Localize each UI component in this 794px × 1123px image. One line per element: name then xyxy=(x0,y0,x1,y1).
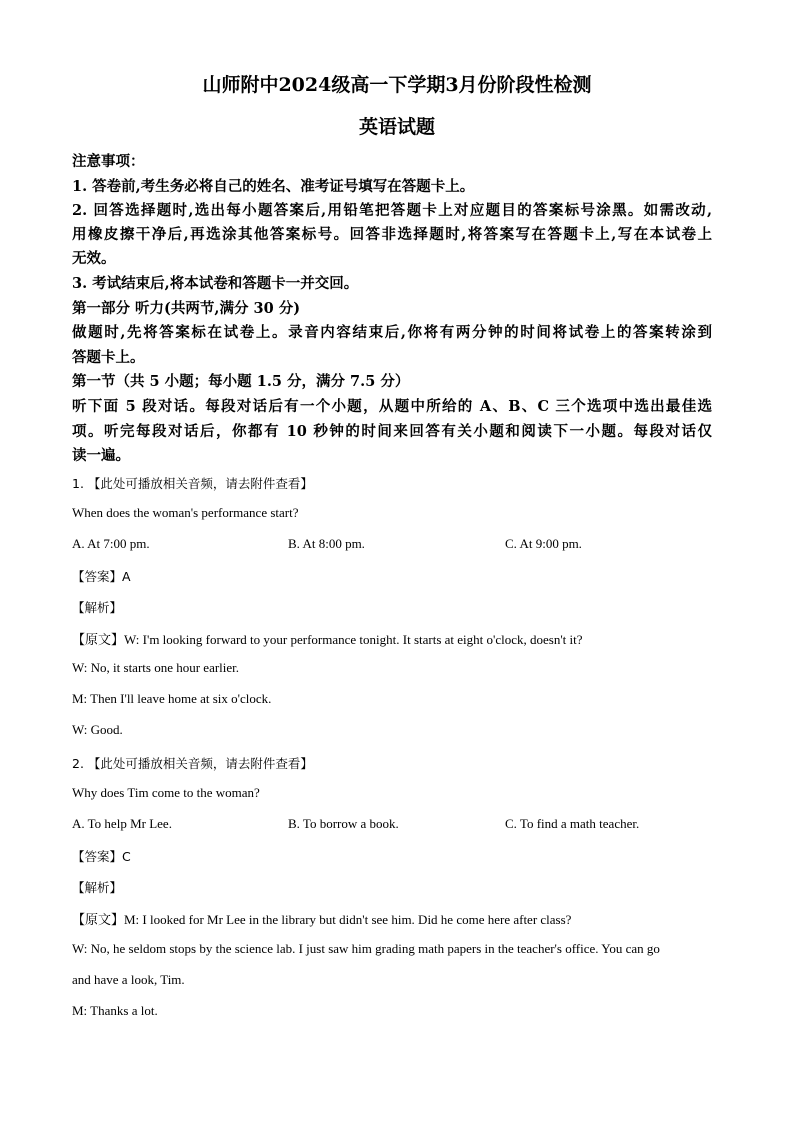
transcript-line: W: Good. xyxy=(72,722,123,737)
part1-intro: 做题时,先将答案标在试卷上。录音内容结束后,你将有两分钟的时间将试卷上的答案转涂到 xyxy=(72,324,712,341)
analysis-label: 【解析】 xyxy=(72,880,123,895)
section1-intro: 项。听完每段对话后，你都有 10 秒钟的时间来回答有关小题和阅读下一小题。每段对话仅 xyxy=(72,423,712,440)
option-a: A. At 7:00 pm. xyxy=(72,536,150,551)
exam-subtitle: 英语试题 xyxy=(358,116,435,138)
transcript-line: M: Thanks a lot. xyxy=(72,1003,158,1018)
exam-title: 山师附中2024级高一下学期3月份阶段性检测 xyxy=(202,74,592,96)
transcript-line: 【原文】M: I looked for Mr Lee in the library but didn't see him. Did he come here after class? xyxy=(72,912,572,927)
transcript-line: 【原文】W: I'm looking forward to your performance tonight. It starts at eight o'clock, doesn't it? xyxy=(72,632,583,647)
transcript-line: W: No, it starts one hour earlier. xyxy=(72,660,240,675)
part1-heading: 第一部分 听力(共两节,满分 30 分) xyxy=(72,300,301,317)
question-header: 1. 【此处可播放相关音频，请去附件查看】 xyxy=(72,476,313,491)
answer-label: 【答案】A xyxy=(72,569,131,584)
option-c: C. To find a math teacher. xyxy=(505,816,640,831)
notice-item: 2. 回答选择题时,选出每小题答案后,用铅笔把答题卡上对应题目的答案标号涂黑。如需改动, xyxy=(72,202,712,219)
notice-item: 3. 考试结束后,将本试卷和答题卡一并交回。 xyxy=(72,275,359,292)
option-b: B. At 8:00 pm. xyxy=(288,536,365,551)
notice-item: 用橡皮擦干净后,再选涂其他答案标号。回答非选择题时,将答案写在答题卡上,写在本试卷上 xyxy=(72,226,712,243)
option-a: A. To help Mr Lee. xyxy=(72,816,172,831)
question-header: 2. 【此处可播放相关音频，请去附件查看】 xyxy=(72,756,313,771)
question-text: When does the woman's performance start? xyxy=(72,505,299,520)
section1-intro: 听下面 5 段对话。每段对话后有一个小题，从题中所给的 A、B、C 三个选项中选出最佳选 xyxy=(72,398,712,415)
option-c: C. At 9:00 pm. xyxy=(505,536,582,551)
notice-item: 1. 答卷前,考生务必将自己的姓名、准考证号填写在答题卡上。 xyxy=(72,178,475,195)
part1-intro: 答题卡上。 xyxy=(72,349,145,366)
answer-label: 【答案】C xyxy=(72,849,131,864)
option-b: B. To borrow a book. xyxy=(288,816,399,831)
transcript-line: M: Then I'll leave home at six o'clock. xyxy=(72,691,272,706)
notice-heading: 注意事项： xyxy=(72,153,145,170)
analysis-label: 【解析】 xyxy=(72,600,123,615)
section1-heading: 第一节（共 5 小题；每小题 1.5 分，满分 7.5 分） xyxy=(72,373,410,390)
transcript-line: W: No, he seldom stops by the science lab. I just saw him grading math papers in the teacher's office. You can go xyxy=(72,941,660,956)
transcript-line: and have a look, Tim. xyxy=(72,972,185,987)
question-text: Why does Tim come to the woman? xyxy=(72,785,260,800)
section1-intro: 读一遍。 xyxy=(72,447,130,464)
notice-item: 无效。 xyxy=(72,250,116,267)
